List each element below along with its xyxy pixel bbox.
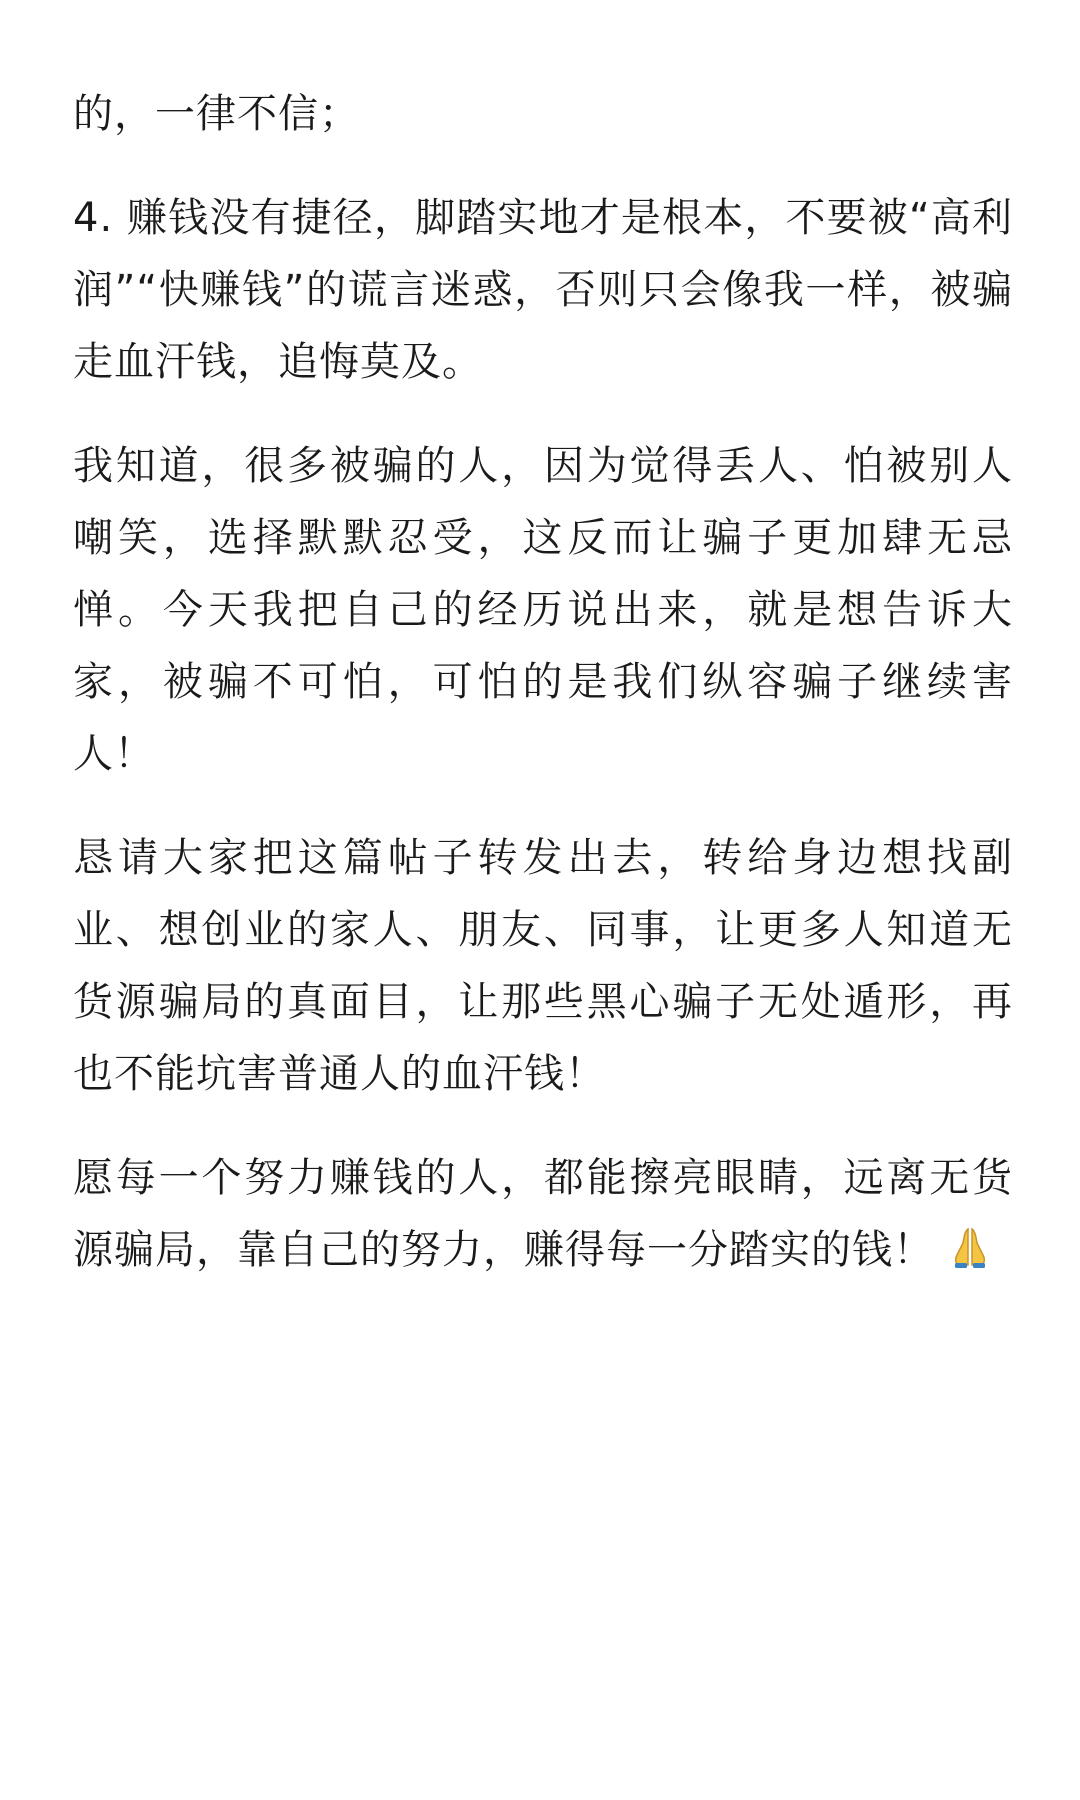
- paragraph-2: 4. 赚钱没有捷径，脚踏实地才是根本，不要被“高利润”“快赚钱”的谎言迷惑，否则只会像我一样，被骗走血汗钱，追悔莫及。: [73, 195, 1013, 385]
- paragraph-3: 我知道，很多被骗的人，因为觉得丢人、怕被别人嘲笑，选择默默忍受，这反而让骗子更加肆无忌惮。今天我把自己的经历说出来，就是想告诉大家，被骗不可怕，可怕的是我们纵容骗子继续害人！: [73, 443, 1013, 777]
- paragraph-1: 的，一律不信；: [73, 91, 360, 137]
- praying-hands-icon: [948, 1220, 992, 1292]
- article-body: [73, 78, 1013, 1324]
- paragraph-5: [73, 1142, 1013, 1292]
- closing-text: 愿每一个努力赚钱的人，都能擦亮眼睛，远离无货源骗局，靠自己的努力，赚得每一分踏实的钱！: [73, 1155, 1013, 1273]
- paragraph-4: 恳请大家把这篇帖子转发出去，转给身边想找副业、想创业的家人、朋友、同事，让更多人知道无货源骗局的真面目，让那些黑心骗子无处遁形，再也不能坑害普通人的血汗钱！: [73, 835, 1013, 1097]
